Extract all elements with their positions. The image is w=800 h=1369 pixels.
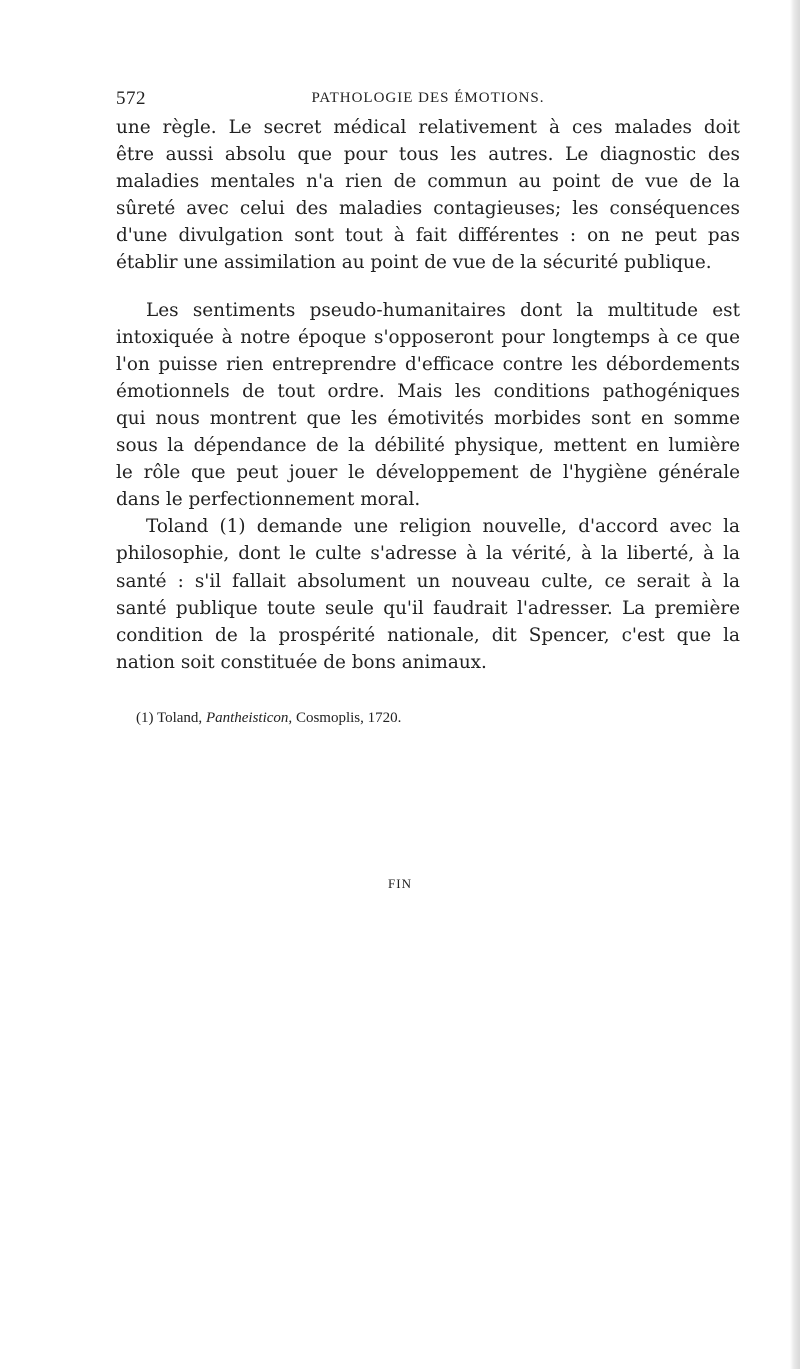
text-line: établir une assimilation au point de vue de la sécurité publique. <box>116 252 712 274</box>
text-line: philosophie, dont le culte s'adresse à la vérité, à la liberté, à la <box>116 543 740 565</box>
text-line: nation soit constituée de bons animaux. <box>116 651 487 673</box>
paragraph-3-cont <box>116 540 740 675</box>
text-line: être aussi absolu que pour tous les autres. Le diagnostic des <box>116 144 740 166</box>
text-line: sous la dépendance de la débilité physique, mettent en lumière <box>116 435 740 457</box>
text-line: qui nous montrent que les émotivités morbides sont en somme <box>116 407 740 429</box>
page-header <box>116 88 740 114</box>
text-line: condition de la prospérité nationale, dit Spencer, c'est que la <box>116 624 740 646</box>
text-line: une règle. Le secret médical relativement à ces malades doit <box>116 117 740 138</box>
text-line: dans le perfectionnement moral. <box>116 489 421 511</box>
text-line: le rôle que peut jouer le développement de l'hygiène générale <box>116 462 740 484</box>
footnote-marker: (1) <box>136 710 154 726</box>
text-line: sûreté avec celui des maladies contagieuses; les conséquences <box>116 198 740 220</box>
footnote-author: Toland, <box>156 710 203 726</box>
body-text <box>116 114 740 676</box>
paragraph-2-cont <box>116 324 740 514</box>
text-line: maladies mentales n'a rien de commun au point de vue de la <box>116 171 740 193</box>
text-line: santé publique toute seule qu'il faudrait l'adresser. La première <box>116 597 740 619</box>
paragraph-2 <box>116 297 740 324</box>
footnote-rest: Cosmoplis, 1720. <box>295 710 402 726</box>
paragraph-1 <box>116 114 740 277</box>
text-line: émotionnels de tout ordre. Mais les conditions pathogéniques <box>116 380 740 402</box>
footnote-title: Pantheisticon, <box>205 710 293 726</box>
page-edge-shadow <box>790 0 800 1369</box>
end-mark: FIN <box>388 876 412 891</box>
text-line: santé : s'il fallait absolument un nouveau culte, ce serait à la <box>116 570 740 592</box>
page-number: 572 <box>116 88 146 109</box>
text-line: intoxiquée à notre époque s'opposeront pour longtemps à ce que <box>116 326 740 348</box>
paragraph-3 <box>116 513 740 540</box>
text-line: l'on puisse rien entreprendre d'efficace contre les débordements <box>116 353 740 375</box>
running-title: PATHOLOGIE DES ÉMOTIONS. <box>311 90 545 106</box>
text-line: Les sentiments pseudo-humanitaires dont la multitude est <box>146 299 740 321</box>
text-line: d'une divulgation sont tout à fait différentes : on ne peut pas <box>116 225 740 247</box>
text-line: Toland (1) demande une religion nouvelle, d'accord avec la <box>146 516 740 538</box>
footnote <box>136 710 736 727</box>
